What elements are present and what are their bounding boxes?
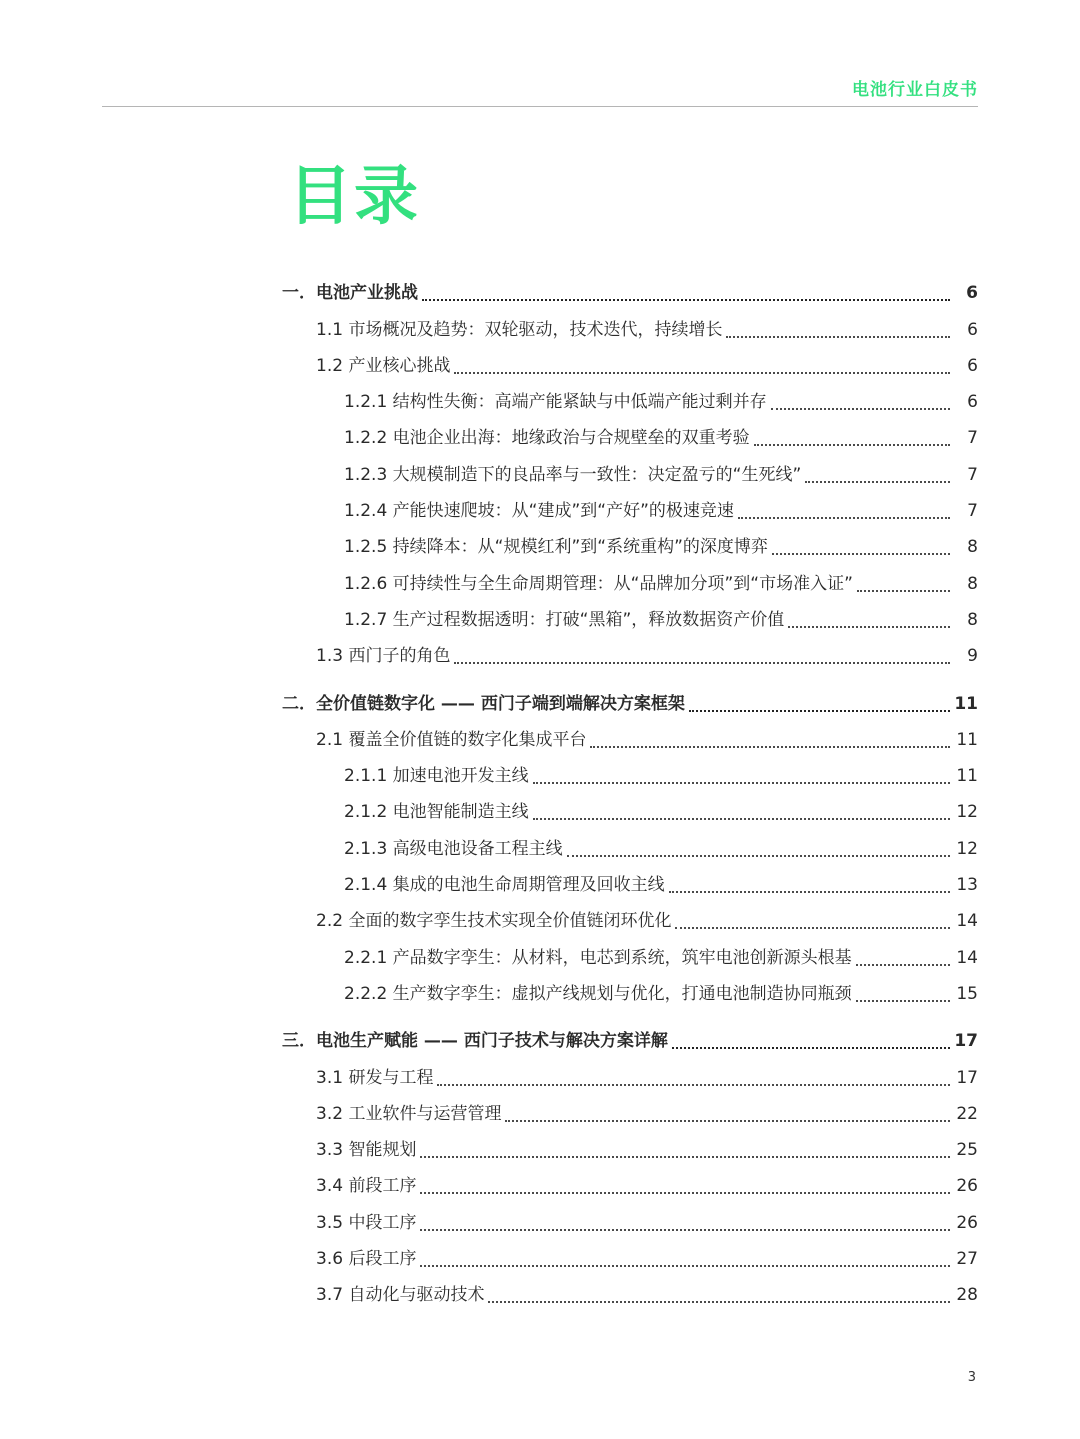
- toc-entry-page: 14: [956, 947, 978, 968]
- toc-leader-dots: [856, 1000, 950, 1002]
- header-doc-title: 电池行业白皮书: [852, 80, 978, 100]
- toc-leader-dots: [533, 818, 950, 820]
- toc-entry-label: 2.1.4 集成的电池生命周期管理及回收主线: [344, 875, 665, 896]
- toc-entry-label: 1.2.6 可持续性与全生命周期管理：从“品牌加分项”到“市场准入证”: [344, 573, 853, 594]
- toc-entry[interactable]: [282, 529, 978, 565]
- toc-leader-dots: [738, 517, 950, 519]
- page-number: 3: [967, 1370, 976, 1385]
- toc-entry[interactable]: [282, 903, 978, 939]
- toc-entry-page: 26: [956, 1212, 978, 1233]
- toc-entry-page: 7: [967, 428, 978, 449]
- toc-entry-label: 3.2 工业软件与运营管理: [316, 1103, 502, 1124]
- toc-leader-dots: [420, 1229, 950, 1231]
- toc-entry-label: 2.1.2 电池智能制造主线: [344, 802, 529, 823]
- toc-entry-label: 3.1 研发与工程: [316, 1067, 434, 1088]
- toc-entry-page: 8: [967, 609, 978, 630]
- toc-entry[interactable]: [282, 1277, 978, 1313]
- toc-entry-label: 3.6 后段工序: [316, 1249, 417, 1270]
- toc-leader-dots: [856, 964, 950, 966]
- toc-entry-label: 1.3 西门子的角色: [316, 646, 451, 667]
- toc-leader-dots: [771, 408, 950, 410]
- toc-entry-label: 一．电池产业挑战: [282, 283, 418, 304]
- toc-entry-page: 7: [967, 501, 978, 522]
- toc-entry[interactable]: [282, 794, 978, 830]
- toc-entry-label: 3.5 中段工序: [316, 1212, 417, 1233]
- toc-entry-label: 2.2.2 生产数字孪生：虚拟产线规划与优化，打通电池制造协同瓶颈: [344, 983, 852, 1004]
- toc-entry-page: 6: [967, 355, 978, 376]
- toc-leader-dots: [669, 891, 950, 893]
- toc-entry[interactable]: [282, 311, 978, 347]
- toc-entry-page: 25: [956, 1140, 978, 1161]
- toc-entry-label: 2.2 全面的数字孪生技术实现全价值链闭环优化: [316, 911, 672, 932]
- toc-entry[interactable]: [282, 1096, 978, 1132]
- toc-entry-page: 6: [967, 392, 978, 413]
- toc-leader-dots: [754, 444, 950, 446]
- toc-entry[interactable]: [282, 1204, 978, 1240]
- toc-entry[interactable]: [282, 638, 978, 674]
- toc-entry-label: 1.2.1 结构性失衡：高端产能紧缺与中低端产能过剩并存: [344, 392, 767, 413]
- toc-leader-dots: [533, 782, 950, 784]
- toc-leader-dots: [772, 553, 950, 555]
- toc-entry-label: 二．全价值链数字化 —— 西门子端到端解决方案框架: [282, 693, 685, 714]
- toc-entry[interactable]: [282, 867, 978, 903]
- toc-entry[interactable]: [282, 384, 978, 420]
- toc-entry-label: 1.2.3 大规模制造下的良品率与一致性：决定盈亏的“生死线”: [344, 464, 802, 485]
- toc-entry-page: 6: [966, 283, 978, 304]
- toc-entry-page: 8: [967, 573, 978, 594]
- toc-entry-page: 28: [956, 1285, 978, 1306]
- toc-entry[interactable]: [282, 1059, 978, 1095]
- toc-entry-label: 1.2.2 电池企业出海：地缘政治与合规壁垒的双重考验: [344, 428, 750, 449]
- toc-leader-dots: [788, 626, 950, 628]
- toc-leader-dots: [805, 481, 950, 483]
- toc-entry-label: 1.2.5 持续降本：从“规模红利”到“系统重构”的深度博弈: [344, 537, 768, 558]
- toc-entry-label: 2.1.3 高级电池设备工程主线: [344, 838, 563, 859]
- toc-entry-page: 11: [956, 766, 978, 787]
- toc-entry-page: 27: [956, 1249, 978, 1270]
- toc-entry-page: 11: [956, 729, 978, 750]
- toc-entry-page: 17: [956, 1067, 978, 1088]
- toc-entry-label: 1.1 市场概况及趋势：双轮驱动，技术迭代，持续增长: [316, 319, 723, 340]
- toc-entry-label: 1.2.4 产能快速爬坡：从“建成”到“产好”的极速竞速: [344, 501, 734, 522]
- header-divider: [102, 106, 978, 107]
- toc-entry-page: 8: [967, 537, 978, 558]
- toc-entry-label: 2.2.1 产品数字孪生：从材料，电芯到系统，筑牢电池创新源头根基: [344, 947, 852, 968]
- toc-entry-label: 1.2 产业核心挑战: [316, 355, 451, 376]
- toc-leader-dots: [857, 590, 950, 592]
- toc-entry-page: 15: [956, 983, 978, 1004]
- toc-entry-label: 3.4 前段工序: [316, 1176, 417, 1197]
- toc-entry-page: 12: [956, 802, 978, 823]
- toc-entry[interactable]: [282, 976, 978, 1012]
- page-title: 目录: [288, 160, 420, 234]
- toc-entry[interactable]: [282, 758, 978, 794]
- toc-leader-dots: [454, 372, 950, 374]
- toc-leader-dots: [488, 1301, 950, 1303]
- toc-entry-label: 三．电池生产赋能 —— 西门子技术与解决方案详解: [282, 1031, 668, 1052]
- toc-entry-page: 22: [956, 1103, 978, 1124]
- toc-entry-page: 11: [954, 693, 978, 714]
- toc-leader-dots: [590, 746, 950, 748]
- toc-entry[interactable]: [282, 722, 978, 758]
- toc-entry[interactable]: [282, 456, 978, 492]
- toc-entry-label: 1.2.7 生产过程数据透明：打破“黑箱”，释放数据资产价值: [344, 609, 785, 630]
- toc-entry-page: 26: [956, 1176, 978, 1197]
- toc-entry-page: 9: [967, 646, 978, 667]
- toc-leader-dots: [689, 710, 950, 712]
- toc-entry-label: 2.1 覆盖全价值链的数字化集成平台: [316, 729, 587, 750]
- table-of-contents: [282, 275, 978, 1313]
- toc-entry-page: 12: [956, 838, 978, 859]
- toc-leader-dots: [420, 1156, 950, 1158]
- toc-leader-dots: [454, 662, 950, 664]
- toc-leader-dots: [567, 855, 950, 857]
- toc-leader-dots: [420, 1265, 950, 1267]
- toc-entry-page: 13: [956, 875, 978, 896]
- toc-leader-dots: [672, 1047, 950, 1049]
- toc-entry[interactable]: [282, 1132, 978, 1168]
- toc-leader-dots: [675, 927, 950, 929]
- toc-entry[interactable]: [282, 1168, 978, 1204]
- toc-entry[interactable]: [282, 420, 978, 456]
- toc-entry-page: 14: [956, 911, 978, 932]
- toc-entry-page: 17: [954, 1031, 978, 1052]
- toc-entry-page: 7: [967, 464, 978, 485]
- toc-entry[interactable]: [282, 565, 978, 601]
- toc-chapter-entry[interactable]: [282, 1023, 978, 1059]
- toc-chapter-entry[interactable]: [282, 685, 978, 721]
- toc-entry-label: 3.7 自动化与驱动技术: [316, 1285, 485, 1306]
- toc-entry[interactable]: [282, 493, 978, 529]
- toc-leader-dots: [422, 299, 950, 301]
- toc-leader-dots: [726, 336, 950, 338]
- toc-entry[interactable]: [282, 1241, 978, 1277]
- toc-entry-page: 6: [967, 319, 978, 340]
- toc-chapter-entry[interactable]: [282, 275, 978, 311]
- toc-entry[interactable]: [282, 939, 978, 975]
- toc-entry[interactable]: [282, 348, 978, 384]
- toc-leader-dots: [505, 1120, 950, 1122]
- toc-entry-label: 2.1.1 加速电池开发主线: [344, 766, 529, 787]
- toc-entry[interactable]: [282, 830, 978, 866]
- toc-entry-label: 3.3 智能规划: [316, 1140, 417, 1161]
- toc-leader-dots: [437, 1084, 950, 1086]
- toc-entry[interactable]: [282, 602, 978, 638]
- toc-leader-dots: [420, 1192, 950, 1194]
